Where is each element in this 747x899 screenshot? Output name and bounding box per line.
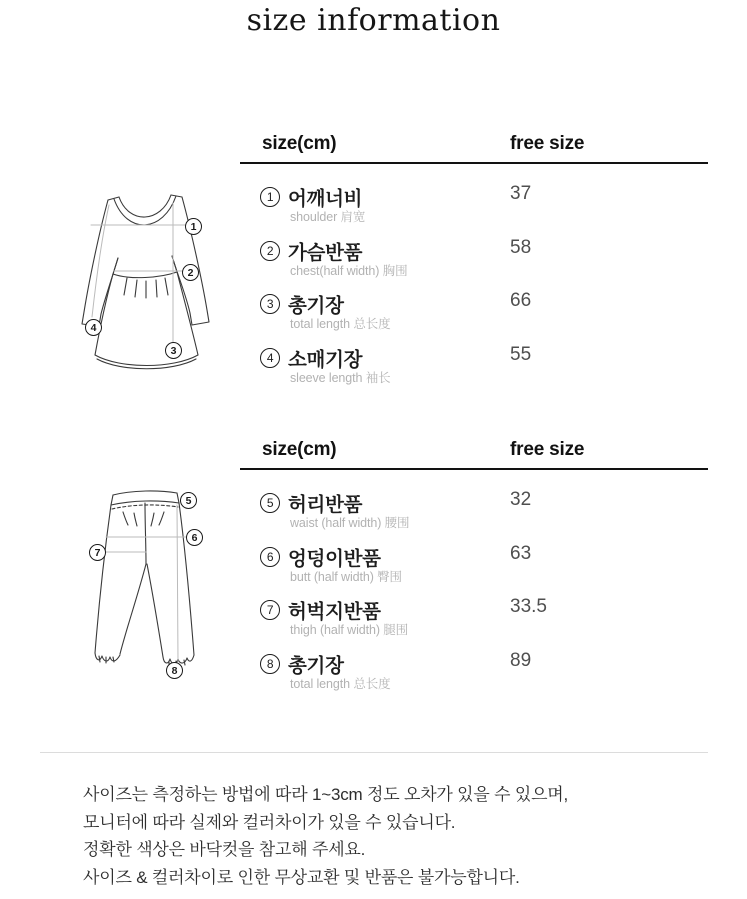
marker-butt: 6 xyxy=(186,529,203,546)
circled-number: 2 xyxy=(260,241,280,261)
circled-number: 3 xyxy=(260,294,280,314)
column-header-free-size: free size xyxy=(510,439,585,460)
row-sublabel: thigh (half width) 腿围 xyxy=(290,623,409,637)
notice-line: 모니터에 따라 실제와 컬러차이가 있을 수 있습니다. xyxy=(83,812,456,832)
row-sublabel: butt (half width) 臀围 xyxy=(290,569,402,584)
long-sleeve-top-icon xyxy=(55,181,235,373)
marker-total-length-top: 3 xyxy=(165,342,182,359)
row-sublabel: total length 总长度 xyxy=(290,676,391,691)
row-sublabel: total length 总长度 xyxy=(290,317,391,331)
top-garment-diagram xyxy=(55,181,235,378)
row-value: 55 xyxy=(510,343,532,365)
table-row xyxy=(240,470,708,530)
table-row xyxy=(240,524,708,584)
row-sublabel: waist (half width) 腰围 xyxy=(290,516,410,530)
notice-line: 사이즈 & 컬러차이로 인한 무상교환 및 반품은 불가능합니다. xyxy=(83,867,520,887)
marker-total-length-pants: 8 xyxy=(166,662,183,679)
label-korean: 어깨너비 xyxy=(288,188,363,210)
section-divider xyxy=(40,752,708,753)
label-korean: 엉덩이반품 xyxy=(288,547,381,570)
row-value: 58 xyxy=(510,236,532,258)
label-korean: 허리반품 xyxy=(288,494,363,516)
table-header xyxy=(240,124,708,164)
column-header-size: size(cm) xyxy=(262,133,337,154)
marker-chest: 2 xyxy=(182,264,199,281)
pants-diagram xyxy=(75,480,215,705)
size-table-pants xyxy=(240,430,708,691)
size-table-top xyxy=(240,124,708,385)
row-value: 33.5 xyxy=(510,596,547,617)
label-korean: 총기장 xyxy=(288,295,344,317)
row-sublabel: chest(half width) 胸围 xyxy=(290,263,408,278)
row-sublabel: shoulder 肩宽 xyxy=(290,210,366,224)
row-value: 63 xyxy=(510,542,532,564)
size-notice xyxy=(83,781,703,891)
label-korean: 총기장 xyxy=(288,654,344,677)
label-korean: 소매기장 xyxy=(288,348,363,371)
marker-shoulder: 1 xyxy=(185,218,202,235)
notice-line: 정확한 색상은 바닥컷을 참고해 주세요. xyxy=(83,840,366,859)
label-korean: 허벅지반품 xyxy=(288,601,381,623)
row-value: 32 xyxy=(510,489,532,510)
table-row xyxy=(240,164,708,224)
table-header xyxy=(240,430,708,470)
circled-number: 7 xyxy=(260,600,280,620)
column-header-free-size: free size xyxy=(510,133,585,154)
marker-sleeve: 4 xyxy=(85,319,102,336)
row-value: 89 xyxy=(510,649,532,671)
circled-number: 6 xyxy=(260,547,280,567)
notice-line: 사이즈는 측정하는 방법에 따라 1~3cm 정도 오차가 있을 수 있으며, xyxy=(83,785,569,804)
marker-thigh: 7 xyxy=(89,544,106,561)
row-sublabel: sleeve length 袖长 xyxy=(290,370,391,385)
circled-number: 4 xyxy=(260,348,280,368)
table-row xyxy=(240,325,708,385)
circled-number: 1 xyxy=(260,187,280,207)
label-korean: 가슴반품 xyxy=(288,241,363,264)
row-value: 66 xyxy=(510,290,532,311)
circled-number: 8 xyxy=(260,654,280,674)
column-header-size: size(cm) xyxy=(262,439,337,460)
circled-number: 5 xyxy=(260,493,280,513)
table-row xyxy=(240,271,708,331)
row-value: 37 xyxy=(510,183,532,204)
table-row xyxy=(240,577,708,637)
page-title: size information xyxy=(246,3,501,38)
table-row xyxy=(240,631,708,691)
pants-icon xyxy=(75,480,215,700)
marker-waist: 5 xyxy=(180,492,197,509)
table-row xyxy=(240,218,708,278)
